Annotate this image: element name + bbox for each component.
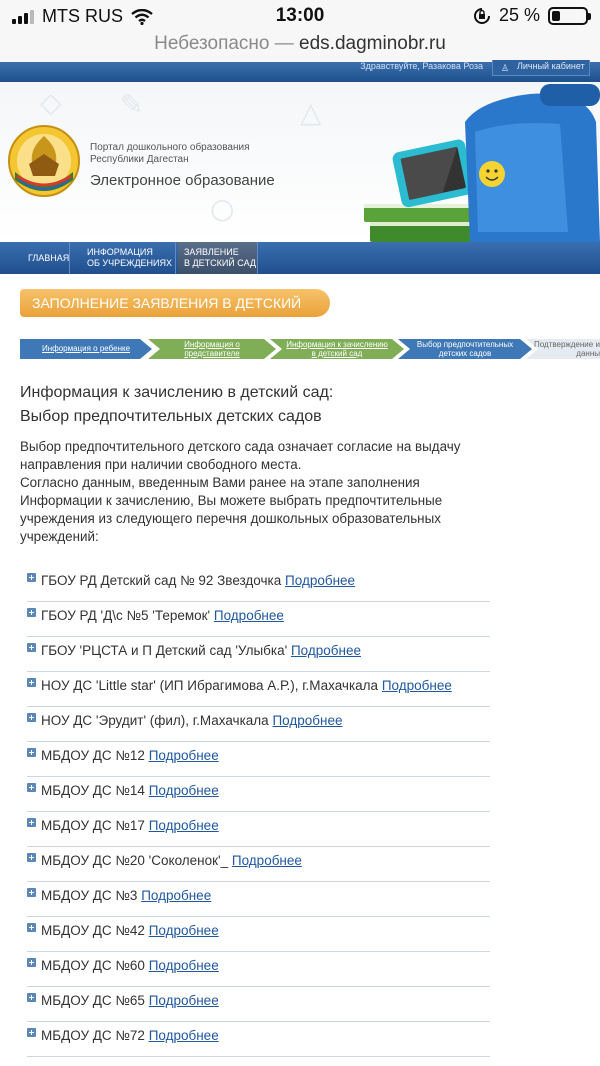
expand-plus-icon[interactable]	[27, 783, 36, 792]
step-representative-info[interactable]	[148, 339, 276, 359]
more-link[interactable]: Подробнее	[148, 958, 219, 973]
dagestan-emblem-logo	[7, 124, 81, 198]
user-greeting: Здравствуйте, Разакова Роза	[360, 61, 483, 71]
step-enrollment-info[interactable]	[270, 339, 404, 359]
more-link[interactable]: Подробнее	[148, 993, 219, 1008]
more-link[interactable]: Подробнее	[148, 818, 219, 833]
intro-line: Согласно данным, введенным Вами ранее на этапе заполнения	[20, 475, 420, 490]
expand-plus-icon[interactable]	[27, 923, 36, 932]
intro-line: направления при наличии свободного места.	[20, 457, 302, 472]
nav-item-label: ИНФОРМАЦИЯ	[87, 247, 153, 257]
more-link[interactable]: Подробнее	[148, 923, 219, 938]
address-bar[interactable]	[0, 32, 600, 62]
expand-plus-icon[interactable]	[27, 818, 36, 827]
list-item	[27, 777, 490, 812]
list-item	[27, 602, 490, 637]
wizard-steps	[20, 339, 600, 359]
more-link[interactable]: Подробнее	[148, 748, 219, 763]
page-title: Информация к зачислению в детский сад:	[20, 384, 334, 401]
list-item	[27, 987, 490, 1022]
kindergarten-name: МБДОУ ДС №20 'Соколенок'_	[41, 853, 229, 868]
expand-plus-icon[interactable]	[27, 888, 36, 897]
expand-plus-icon[interactable]	[27, 958, 36, 967]
nav-item-label: ГЛАВНАЯ	[28, 253, 70, 263]
step-label: Информация о ребенке	[41, 344, 131, 353]
list-item	[27, 847, 490, 882]
portal-subtitle-line1: Портал дошкольного образования	[90, 142, 250, 153]
kindergarten-name: МБДОУ ДС №65	[41, 993, 145, 1008]
kindergarten-name: МБДОУ ДС №72	[41, 1028, 145, 1043]
expand-plus-icon[interactable]	[27, 643, 36, 652]
portal-subtitle-line2: Республики Дагестан	[90, 154, 189, 165]
step-label: в детский сад	[311, 349, 363, 358]
doodle-decoration: ◇	[40, 86, 62, 119]
more-link[interactable]: Подробнее	[285, 573, 356, 588]
expand-plus-icon[interactable]	[27, 713, 36, 722]
kindergarten-name: МБДОУ ДС №60	[41, 958, 145, 973]
more-link[interactable]: Подробнее	[290, 643, 361, 658]
expand-plus-icon[interactable]	[27, 678, 36, 687]
battery-icon	[548, 7, 588, 25]
expand-plus-icon[interactable]	[27, 853, 36, 862]
kindergarten-name: МБДОУ ДС №42	[41, 923, 145, 938]
clock: 13:00	[275, 5, 325, 26]
main-nav	[0, 242, 600, 274]
kindergarten-name: ГБОУ 'РЦСТА и П Детский сад 'Улыбка'	[41, 643, 288, 658]
list-item	[27, 952, 490, 987]
kindergarten-name: МБДОУ ДС №12	[41, 748, 145, 763]
intro-line: Информации к зачислению, Вы можете выбрать предпочтительные	[20, 493, 443, 508]
site-topline	[0, 62, 600, 82]
nav-item-label: ОБ УЧРЕЖДЕНИЯХ	[87, 258, 173, 268]
nav-item-label: В ДЕТСКИЙ САД	[184, 258, 256, 268]
battery-group	[473, 5, 588, 26]
insecure-label: Небезопасно —	[154, 33, 294, 54]
intro-line: учреждений:	[20, 529, 99, 544]
more-link[interactable]: Подробнее	[148, 783, 219, 798]
kindergarten-name: НОУ ДС 'Little star' (ИП Ибрагимова А.Р.), г.Махачкала	[41, 678, 379, 693]
kindergarten-name: МБДОУ ДС №17	[41, 818, 145, 833]
more-link[interactable]: Подробнее	[272, 713, 343, 728]
step-label: Информация к зачислению	[286, 340, 388, 349]
personal-cabinet-button[interactable]	[492, 60, 590, 76]
nav-item-label: ЗАЯВЛЕНИЕ	[184, 247, 239, 257]
list-item	[27, 742, 490, 777]
expand-plus-icon[interactable]	[27, 608, 36, 617]
more-link[interactable]: Подробнее	[148, 1028, 219, 1043]
personal-cabinet-label: Личный кабинет	[517, 61, 585, 71]
more-link[interactable]: Подробнее	[141, 888, 212, 903]
expand-plus-icon[interactable]	[27, 748, 36, 757]
battery-percent: 25 %	[498, 5, 540, 25]
intro-line: Выбор предпочтительного детского сада означает согласие на выдачу	[20, 439, 461, 454]
nav-item-application[interactable]	[178, 242, 258, 274]
intro-line: учреждения из следующего перечня дошкольных образовательных	[20, 511, 441, 526]
list-item	[27, 917, 490, 952]
step-label: Выбор предпочтительных	[416, 340, 514, 349]
list-item	[27, 672, 490, 707]
intro-paragraph	[20, 438, 495, 546]
doodle-decoration: ○	[210, 192, 235, 225]
list-item	[27, 812, 490, 847]
header-illustration	[360, 82, 600, 242]
kindergarten-name: ГБОУ РД 'Д\с №5 'Теремок'	[41, 608, 211, 623]
orientation-lock-icon	[473, 7, 491, 25]
kindergarten-name: МБДОУ ДС №3	[41, 888, 138, 903]
list-item	[27, 1022, 490, 1057]
expand-plus-icon[interactable]	[27, 573, 36, 582]
step-label: Информация о	[184, 340, 240, 349]
step-child-info[interactable]	[20, 339, 152, 359]
nav-item-home[interactable]	[8, 242, 70, 274]
list-item	[27, 567, 490, 602]
step-label: представителе	[184, 349, 240, 358]
step-preferred-kindergartens[interactable]	[398, 339, 532, 359]
doodle-decoration: ✎	[120, 88, 144, 121]
list-item	[27, 882, 490, 917]
step-label: Подтверждение и	[534, 340, 600, 349]
section-ribbon: ЗАПОЛНЕНИЕ ЗАЯВЛЕНИЯ В ДЕТСКИЙ САД	[20, 289, 330, 317]
site-header	[0, 82, 600, 242]
more-link[interactable]: Подробнее	[381, 678, 452, 693]
kindergarten-name: ГБОУ РД Детский сад № 92 Звездочка	[41, 573, 282, 588]
step-label: детских садов	[438, 349, 492, 358]
step-confirmation[interactable]	[526, 339, 600, 359]
kindergarten-name: НОУ ДС 'Эрудит' (фил), г.Махачкала	[41, 713, 269, 728]
user-icon: ♙	[501, 63, 510, 73]
expand-plus-icon[interactable]	[27, 993, 36, 1002]
portal-subtitle	[90, 142, 250, 166]
step-label: данны	[576, 349, 600, 358]
expand-plus-icon[interactable]	[27, 1028, 36, 1037]
list-item	[27, 637, 490, 672]
main-content	[20, 384, 495, 546]
carrier-name: MTS RUS	[42, 6, 123, 26]
page-subtitle: Выбор предпочтительных детских садов	[20, 408, 322, 425]
more-link[interactable]: Подробнее	[213, 608, 284, 623]
portal-title: Электронное образование	[90, 172, 275, 189]
list-item	[27, 707, 490, 742]
nav-item-institutions[interactable]	[80, 242, 176, 274]
kindergarten-name: МБДОУ ДС №14	[41, 783, 145, 798]
more-link[interactable]: Подробнее	[231, 853, 302, 868]
kindergarten-list	[27, 567, 490, 1057]
status-bar	[0, 0, 600, 32]
doodle-decoration: △	[300, 96, 322, 129]
url-domain: eds.dagminobr.ru	[299, 33, 446, 54]
